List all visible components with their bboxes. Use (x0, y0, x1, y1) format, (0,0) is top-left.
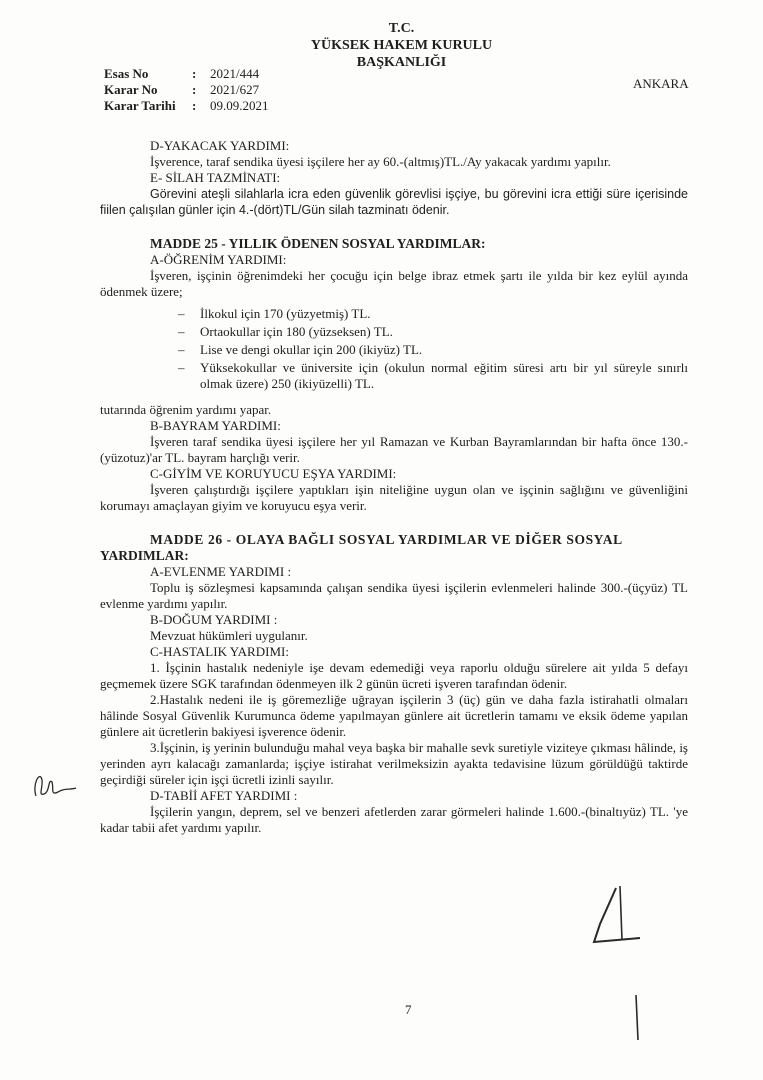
tarih-value: 09.09.2021 (210, 98, 269, 113)
document-body (100, 138, 688, 836)
hastalik-item-2: 2.Hastalık nedeni ile iş göremezliğe uğrayan işçilerin 3 (üç) gün ve daha fazla istirahatli olmaları hâlinde Sosyal Güvenlik Kurumunca ödeme yapılmayan günlere ait ücretlerin tamamı ve eksik ödeme yapılan günlere ait ücretlerin bakiyesi işverence ödenir. (100, 692, 688, 739)
esas-value: 2021/444 (210, 66, 260, 81)
madde-26-line1: MADDE 26 - OLAYA BAĞLI SOSYAL YARDIMLAR VE DİĞER SOSYAL (150, 532, 623, 547)
esas-label: Esas No (104, 66, 149, 81)
header-tc: T.C. (388, 21, 415, 36)
header-institution: YÜKSEK HAKEM KURULU (310, 38, 493, 53)
list-item: – Ortaokullar için 180 (yüzseksen) TL. (178, 324, 688, 340)
afet-text: İşçilerin yangın, deprem, sel ve benzeri afetlerden zarar görmeleri halinde 1.600.-(binaltıyüz) TL. 'ye kadar tabii afet yardımı yapılır. (100, 804, 688, 835)
margin-initials-signature (30, 766, 80, 802)
hastalik-item-3: 3.İşçinin, iş yerinin bulunduğu mahal veya başka bir mahalle sevk suretiyle viziteye çıkması hâlinde, iş yerinden ayrı kalacağı zamanlarda; işçiye istirahat verilmeksizin ayakta tedavisine lüzum görüldüğü taktirde geçirdiği süreler için işçi ücretli izinli sayılır. (100, 740, 688, 787)
ogrenim-title: A-ÖĞRENİM YARDIMI: (150, 252, 287, 267)
silah-text: Görevini ateşli silahlarla icra eden güvenlik görevlisi işçiye, bu görevini icra ettiği süre içerisinde fiilen çalışılan günler için 4.-(dört)TL/Gün silah tazminatı ödenir. (100, 187, 688, 217)
yakacak-text: İşverence, taraf sendika üyesi işçilere her ay 60.-(altmış)TL./Ay yakacak yardımı yapılır. (150, 154, 611, 169)
esas-colon: : (192, 66, 197, 81)
list-item: – Yüksekokullar ve üniversite için (okulun normal eğitim süresi artı bir yıl süreyle sınırlı olmak üzere) 250 (ikiyüzelli) TL. (178, 360, 688, 392)
karar-value: 2021/627 (210, 82, 260, 97)
list-item: – Lise ve dengi okullar için 200 (ikiyüz) TL. (178, 342, 688, 358)
evlenme-title: A-EVLENME YARDIMI : (150, 564, 292, 579)
karar-colon: : (192, 82, 197, 97)
giyim-text: İşveren çalıştırdığı işçilere yaptıkları işin niteliğine uygun olan ve işçinin sağlığını ve güvenliğini korumayı amaçlayan giyim ve koruyucu eşya verir. (100, 482, 688, 513)
tarih-label: Karar Tarihi (104, 98, 176, 113)
list-item: – İlkokul için 170 (yüzyetmiş) TL. (178, 306, 688, 322)
hastalik-item-1: 1. İşçinin hastalık nedeniyle işe devam edemediği veya raporlu olduğu sürelere ait yılda 5 defayı geçmemek üzere SGK tarafından ödenmeyen ilk 2 günün ücreti işveren tarafından ödenir. (100, 660, 688, 691)
evlenme-text: Toplu iş sözleşmesi kapsamında çalışan sendika üyesi işçilerin evlenmeleri halinde 300.-(üçyüz) TL evlenme yardımı yapılır. (100, 580, 688, 611)
dogum-text: Mevzuat hükümleri uygulanır. (150, 628, 308, 643)
tarih-row (104, 98, 269, 114)
madde-25-title: MADDE 25 - YILLIK ÖDENEN SOSYAL YARDIMLAR: (150, 236, 486, 251)
yakacak-title: D-YAKACAK YARDIMI: (150, 138, 290, 153)
city-label: ANKARA (633, 76, 689, 91)
signature-mark (580, 880, 660, 1050)
giyim-title: C-GİYİM VE KORUYUCU EŞYA YARDIMI: (150, 466, 397, 481)
document-header (0, 20, 763, 71)
hastalik-title: C-HASTALIK YARDIMI: (150, 644, 289, 659)
case-meta (104, 66, 269, 114)
ogrenim-close: tutarında öğrenim yardımı yapar. (100, 402, 272, 417)
bayram-text: İşveren taraf sendika üyesi işçilere her yıl Ramazan ve Kurban Bayramlarından bir hafta önce 130.-(yüzotuz)'ar TL. bayram harçlığı verir. (100, 434, 688, 465)
ogrenim-text: İşveren, işçinin öğrenimdeki her çocuğu için belge ibraz etmek şartı ile yılda bir kez eylül ayında ödenmek üzere; (100, 268, 688, 299)
silah-title: E- SİLAH TAZMİNATI: (150, 170, 281, 185)
afet-title: D-TABİİ AFET YARDIMI : (150, 788, 298, 803)
tarih-colon: : (192, 98, 197, 113)
dogum-title: B-DOĞUM YARDIMI : (150, 612, 278, 627)
header-presidency: BAŞKANLIĞI (356, 55, 447, 70)
madde-26-title (100, 532, 688, 564)
madde-26-line2: YARDIMLAR: (100, 548, 189, 563)
bayram-title: B-BAYRAM YARDIMI: (150, 418, 281, 433)
karar-row (104, 82, 269, 98)
karar-label: Karar No (104, 82, 158, 97)
esas-row (104, 66, 269, 82)
page-number: 7 (405, 1002, 412, 1017)
ogrenim-list (100, 306, 688, 392)
